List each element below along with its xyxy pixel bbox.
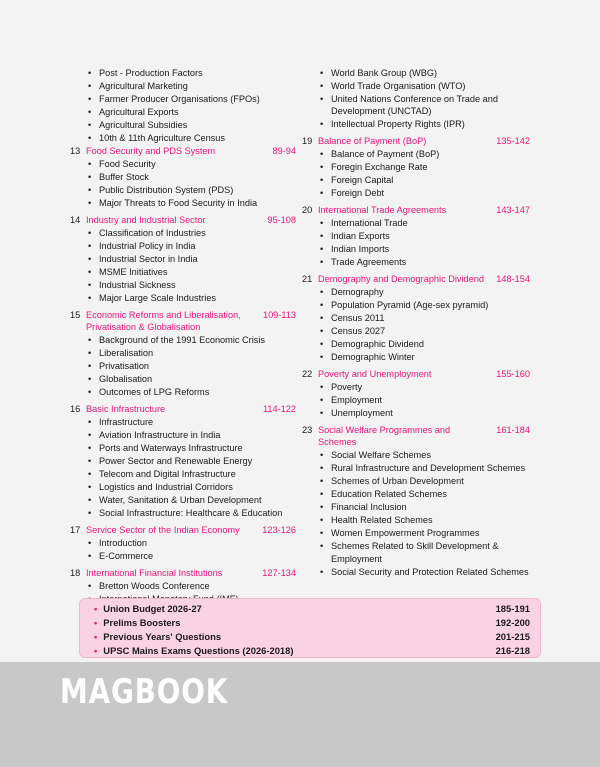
- bullet-icon: •: [94, 603, 98, 614]
- list-item: • Schemes of Urban Development: [318, 475, 530, 487]
- chapter-number: 21: [302, 274, 313, 284]
- highlight-pages: 201-215: [495, 631, 530, 642]
- chapter-number: 18: [70, 568, 81, 578]
- list-item: • Census 2027: [318, 325, 530, 337]
- list-item: • Trade Agreements: [318, 256, 530, 268]
- bullet-icon: •: [94, 645, 98, 656]
- list-item: • Agricultural Subsidies: [86, 119, 296, 131]
- intro-list-left: [86, 67, 296, 144]
- list-item: • Balance of Payment (BoP): [318, 148, 530, 160]
- list-item: • Health Related Schemes: [318, 514, 530, 526]
- chapter-title[interactable]: Demography and Demographic Dividend: [318, 274, 484, 284]
- chapter-22: [302, 368, 530, 419]
- highlight-label: Previous Years' Questions: [103, 631, 222, 642]
- chapter-title[interactable]: Industry and Industrial Sector: [86, 214, 206, 225]
- list-item: • Foreign Capital: [318, 174, 530, 186]
- list-item: • Indian Exports: [318, 230, 530, 242]
- list-item: • Logistics and Industrial Corridors: [86, 481, 296, 493]
- chapter-pages: 95-108: [267, 214, 296, 225]
- bullet-icon: •: [94, 617, 98, 628]
- list-item: • Demographic Dividend: [318, 338, 530, 350]
- chapter-pages: 161-184: [496, 425, 530, 435]
- highlight-item[interactable]: [94, 602, 530, 616]
- list-item: • Farmer Producer Organisations (FPOs): [86, 93, 296, 105]
- list-item: • Post - Production Factors: [86, 67, 296, 79]
- intro-list-right: [318, 67, 530, 131]
- highlight-pages: 185-191: [495, 603, 530, 614]
- list-item: • Power Sector and Renewable Energy: [86, 455, 296, 467]
- chapter-number: 15: [70, 309, 81, 320]
- list-item: • Infrastructure: [86, 416, 296, 428]
- magbook-logo: MAGBOOK: [60, 672, 229, 712]
- list-item: • Intellectual Property Rights (IPR): [318, 118, 530, 130]
- chapter-title[interactable]: International Financial Institutions: [86, 568, 223, 578]
- list-item: • Introduction: [86, 537, 296, 549]
- chapter-number: 16: [70, 404, 81, 414]
- list-item: • Liberalisation: [86, 347, 296, 359]
- chapter-pages: 148-154: [496, 274, 530, 284]
- chapter-19: [302, 135, 530, 199]
- chapter-number: 22: [302, 369, 313, 379]
- chapter-number: 23: [302, 425, 313, 435]
- list-item: • Unemployment: [318, 407, 530, 419]
- list-item: • Industrial Sector in India: [86, 253, 296, 265]
- chapter-title[interactable]: Poverty and Unemployment: [318, 369, 432, 379]
- list-item: • Major Threats to Food Security in India: [86, 197, 296, 209]
- list-item: • Schemes Related to Skill Development & Employment: [318, 540, 530, 565]
- highlights-box: [79, 598, 541, 658]
- chapter-23: [302, 424, 530, 578]
- chapter-pages: 155-160: [496, 369, 530, 379]
- chapter-number: 17: [70, 525, 81, 535]
- list-item: • Rural Infrastructure and Development Schemes: [318, 462, 530, 474]
- list-item: • Bretton Woods Conference: [86, 580, 296, 592]
- chapter-title[interactable]: Service Sector of the Indian Economy: [86, 525, 240, 535]
- list-item: • Public Distribution System (PDS): [86, 184, 296, 196]
- chapter-title[interactable]: Economic Reforms and Liberalisation, Privatisation & Globalisation: [86, 309, 241, 332]
- chapter-title[interactable]: Social Welfare Programmes and Schemes: [318, 425, 451, 448]
- list-item: • Food Security: [86, 158, 296, 170]
- list-item: • Telecom and Digital Infrastructure: [86, 468, 296, 480]
- list-item: • Ports and Waterways Infrastructure: [86, 442, 296, 454]
- chapter-number: 19: [302, 136, 313, 146]
- list-item: • Social Security and Protection Related Schemes: [318, 566, 530, 578]
- list-item: • Foreign Debt: [318, 187, 530, 199]
- list-item: • Privatisation: [86, 360, 296, 372]
- list-item: • Population Pyramid (Age-sex pyramid): [318, 299, 530, 311]
- list-item: • Industrial Policy in India: [86, 240, 296, 252]
- chapter-title[interactable]: International Trade Agreements: [318, 205, 447, 215]
- list-item: • Classification of Industries: [86, 227, 296, 239]
- list-item: • Demographic Winter: [318, 351, 530, 363]
- chapter-number: 20: [302, 205, 313, 215]
- bullet-icon: •: [94, 631, 98, 642]
- list-item: • Water, Sanitation & Urban Development: [86, 494, 296, 506]
- chapter-number: 13: [70, 145, 81, 156]
- list-item: • Outcomes of LPG Reforms: [86, 386, 296, 398]
- list-item: • Social Infrastructure: Healthcare & Education: [86, 507, 296, 519]
- highlight-item[interactable]: [94, 644, 530, 658]
- list-item: • Aviation Infrastructure in India: [86, 429, 296, 441]
- list-item: • E-Commerce: [86, 550, 296, 562]
- chapter-13: [70, 145, 296, 209]
- list-item: • Poverty: [318, 381, 530, 393]
- list-item: • United Nations Conference on Trade and Development (UNCTAD): [318, 93, 530, 118]
- list-item: • Financial Inclusion: [318, 501, 530, 513]
- chapter-16: [70, 403, 296, 519]
- chapter-number: 14: [70, 214, 81, 225]
- list-item: • 10th & 11th Agriculture Census: [86, 132, 296, 144]
- highlight-pages: 192-200: [495, 617, 530, 628]
- list-item: • Social Welfare Schemes: [318, 449, 530, 461]
- list-item: • Census 2011: [318, 312, 530, 324]
- chapter-pages: 135-142: [496, 136, 530, 146]
- chapter-21: [302, 273, 530, 363]
- chapter-pages: 127-134: [262, 568, 296, 578]
- chapter-15: [70, 309, 296, 399]
- highlight-label: Union Budget 2026-27: [103, 603, 202, 614]
- list-item: • Education Related Schemes: [318, 488, 530, 500]
- highlight-item[interactable]: [94, 630, 530, 644]
- chapter-pages: 123-126: [262, 525, 296, 535]
- chapter-pages: 114-122: [262, 404, 296, 414]
- list-item: • MSME Initiatives: [86, 266, 296, 278]
- list-item: • Background of the 1991 Economic Crisis: [86, 334, 296, 346]
- chapter-20: [302, 204, 530, 268]
- highlight-label: Prelims Boosters: [103, 617, 181, 628]
- highlight-item[interactable]: [94, 616, 530, 630]
- list-item: • Globalisation: [86, 373, 296, 385]
- list-item: • World Bank Group (WBG): [318, 67, 530, 79]
- chapter-pages: 89-94: [272, 145, 296, 156]
- list-item: • International Trade: [318, 217, 530, 229]
- chapter-title[interactable]: Food Security and PDS System: [86, 145, 216, 156]
- list-item: • Buffer Stock: [86, 171, 296, 183]
- list-item: • Employment: [318, 394, 530, 406]
- list-item: • Indian Imports: [318, 243, 530, 255]
- list-item: • Agricultural Exports: [86, 106, 296, 118]
- list-item: • Demography: [318, 286, 530, 298]
- list-item: • World Trade Organisation (WTO): [318, 80, 530, 92]
- highlight-label: UPSC Mains Exams Questions (2026-2018): [103, 645, 294, 656]
- chapter-17: [70, 524, 296, 562]
- chapter-pages: 143-147: [496, 205, 530, 215]
- list-item: • Agricultural Marketing: [86, 80, 296, 92]
- list-item: • Women Empowerment Programmes: [318, 527, 530, 539]
- list-item: • Industrial Sickness: [86, 279, 296, 291]
- left-column: [70, 66, 296, 606]
- right-column: [302, 66, 530, 579]
- chapter-title[interactable]: Basic Infrastructure: [86, 404, 166, 414]
- list-item: • Major Large Scale Industries: [86, 292, 296, 304]
- chapter-title[interactable]: Balance of Payment (BoP): [318, 136, 427, 146]
- list-item: • Foregin Exchange Rate: [318, 161, 530, 173]
- chapter-14: [70, 214, 296, 304]
- chapter-pages: 109-113: [262, 309, 296, 320]
- highlight-pages: 216-218: [495, 645, 530, 656]
